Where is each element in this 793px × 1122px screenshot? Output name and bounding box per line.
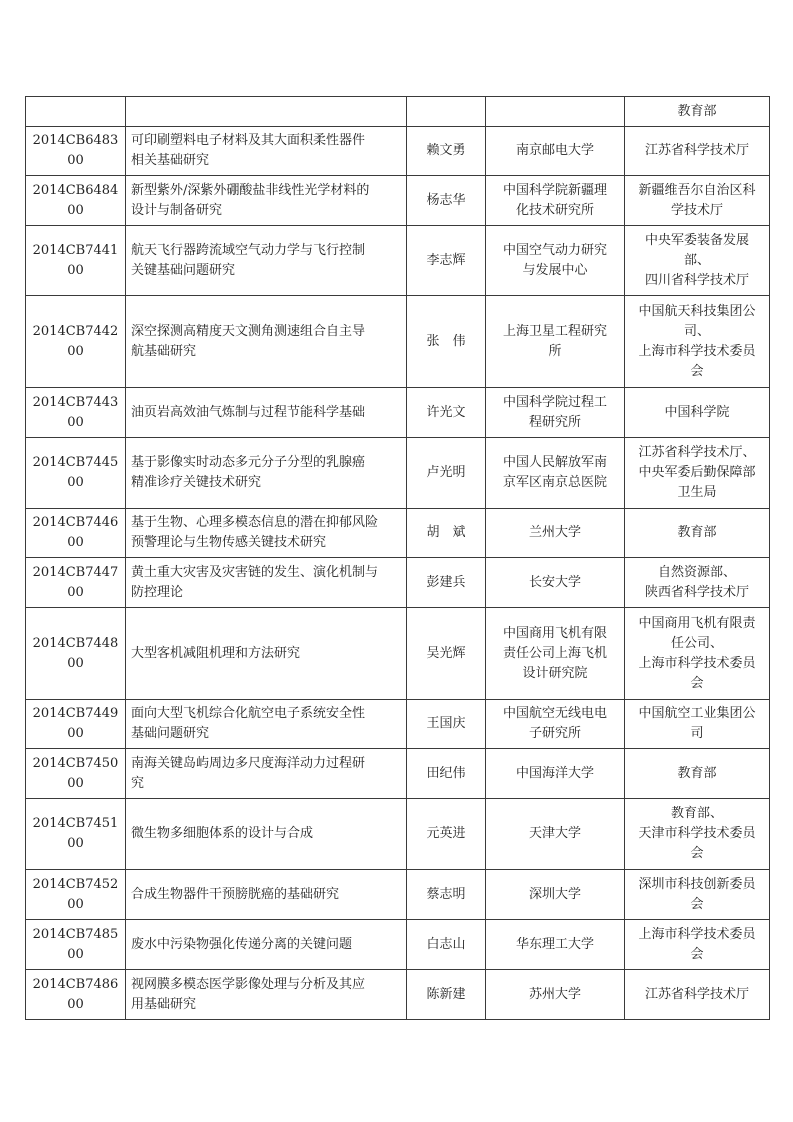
- supervising-department-cell: [625, 388, 770, 438]
- supervising-department-cell-line: 天津市科学技术委员: [638, 826, 756, 841]
- host-institution-cell-line: 中国海洋大学: [515, 765, 594, 781]
- project-title-cell-line: 预警理论与生物传感关键技术研究: [131, 535, 327, 550]
- supervising-department-cell-line: 会: [690, 946, 704, 962]
- host-institution-cell-line: 设计研究院: [522, 665, 588, 681]
- supervising-department-cell-line: 新疆维吾尔自治区科: [638, 182, 756, 198]
- project-title-cell: [126, 127, 407, 176]
- chief-scientist-cell: 元英进: [407, 799, 486, 870]
- project-title-cell: [126, 749, 407, 799]
- supervising-department-cell-line: 教育部: [677, 103, 717, 119]
- supervising-department-cell: [625, 749, 770, 799]
- supervising-department-cell-line: 上海市科学技术委员: [638, 926, 756, 942]
- host-institution-cell: [486, 388, 625, 438]
- supervising-department-cell: [625, 296, 770, 388]
- supervising-department-cell: [625, 127, 770, 176]
- supervising-department-cell-line: 会: [690, 363, 704, 379]
- host-institution-cell-line: 京军区南京总医院: [502, 475, 607, 490]
- host-institution-cell-line: 兰州大学: [528, 525, 581, 540]
- project-title-cell-line: 视网膜多模态医学影像处理与分析及其应: [131, 976, 366, 992]
- project-id-cell: 2014CB748500: [26, 920, 126, 970]
- host-institution-cell: [486, 438, 625, 509]
- chief-scientist-cell: 杨志华: [407, 176, 486, 226]
- project-title-cell-line: 设计与制备研究: [131, 202, 223, 218]
- table-row: [26, 127, 770, 176]
- host-institution-cell: [486, 749, 625, 799]
- project-id-cell: 2014CB744700: [26, 558, 126, 608]
- supervising-department-cell-line: 深圳市科技创新委员: [638, 876, 756, 892]
- supervising-department-cell-line: 江苏省科学技术厅: [644, 986, 749, 1002]
- project-title-cell-line: 可印刷塑料电子材料及其大面积柔性器件: [131, 133, 366, 148]
- supervising-department-cell: [625, 920, 770, 970]
- project-id-cell: 2014CB744500: [26, 438, 126, 509]
- supervising-department-cell-line: 学技术厅: [670, 202, 723, 218]
- project-title-cell-line: 基于影像实时动态多元分子分型的乳腺癌: [131, 455, 366, 470]
- chief-scientist-cell: 王国庆: [407, 700, 486, 749]
- project-id-cell: 2014CB744100: [26, 226, 126, 296]
- supervising-department-cell: [625, 226, 770, 296]
- supervising-department-cell-line: 中国商用飞机有限责: [638, 615, 756, 631]
- table-row: [26, 920, 770, 970]
- chief-scientist-cell: 蔡志明: [407, 870, 486, 920]
- project-title-cell-line: 深空探测高精度天文测角测速组合自主导: [131, 323, 366, 339]
- project-title-cell-line: 废水中污染物强化传递分离的关键问题: [131, 936, 353, 952]
- table-body: [26, 97, 770, 1020]
- supervising-department-cell-line: 自然资源部、: [657, 564, 736, 580]
- project-id-cell: 2014CB744800: [26, 608, 126, 700]
- project-id-cell: 2014CB744300: [26, 388, 126, 438]
- chief-scientist-cell: 吴光辉: [407, 608, 486, 700]
- host-institution-cell-line: 中国科学院过程工: [502, 394, 607, 410]
- project-title-cell: [126, 558, 407, 608]
- host-institution-cell: [486, 920, 625, 970]
- chief-scientist-cell: 白志山: [407, 920, 486, 970]
- table-row: [26, 438, 770, 509]
- supervising-department-cell: [625, 608, 770, 700]
- project-title-cell: [126, 509, 407, 558]
- project-title-cell: [126, 176, 407, 226]
- table-row: [26, 296, 770, 388]
- project-id-cell: 2014CB745100: [26, 799, 126, 870]
- host-institution-cell: [486, 176, 625, 226]
- host-institution-cell: [486, 608, 625, 700]
- host-institution-cell-line: 中国空气动力研究: [502, 242, 607, 258]
- project-title-cell-line: 关键基础问题研究: [131, 262, 236, 278]
- project-id-cell: [26, 97, 126, 127]
- supervising-department-cell: [625, 799, 770, 870]
- supervising-department-cell-line: 司: [690, 726, 704, 741]
- project-title-cell: [126, 920, 407, 970]
- project-title-cell-line: 航天飞行器跨流域空气动力学与飞行控制: [131, 242, 366, 258]
- table-row: [26, 226, 770, 296]
- project-id-cell: 2014CB744900: [26, 700, 126, 749]
- project-id-cell: 2014CB745200: [26, 870, 126, 920]
- project-id-cell: 2014CB744600: [26, 509, 126, 558]
- supervising-department-cell-line: 中国科学院: [664, 404, 730, 420]
- host-institution-cell-line: 中国人民解放军南: [502, 455, 607, 470]
- supervising-department-cell-line: 会: [690, 846, 704, 861]
- host-institution-cell: [486, 509, 625, 558]
- host-institution-cell-line: 与发展中心: [522, 262, 588, 278]
- document-page: [25, 96, 768, 1020]
- project-title-cell: [126, 970, 407, 1020]
- project-title-cell-line: 精准诊疗关键技术研究: [131, 475, 262, 490]
- host-institution-cell-line: 南京邮电大学: [515, 143, 594, 158]
- host-institution-cell-line: 长安大学: [528, 574, 581, 590]
- project-title-cell-line: 防控理论: [131, 584, 184, 600]
- project-title-cell: [126, 388, 407, 438]
- project-table: [25, 96, 770, 1020]
- project-title-cell-line: 黄土重大灾害及灾害链的发生、演化机制与: [131, 564, 379, 580]
- host-institution-cell-line: 化技术研究所: [515, 202, 594, 218]
- table-row: [26, 388, 770, 438]
- table-row: [26, 558, 770, 608]
- supervising-department-cell-line: 江苏省科学技术厅、: [638, 445, 756, 460]
- host-institution-cell-line: 深圳大学: [528, 886, 581, 902]
- table-row: [26, 608, 770, 700]
- chief-scientist-cell: 许光文: [407, 388, 486, 438]
- chief-scientist-cell: 李志辉: [407, 226, 486, 296]
- supervising-department-cell: [625, 700, 770, 749]
- table-row: [26, 749, 770, 799]
- project-title-cell-line: 基础问题研究: [131, 726, 210, 741]
- table-row: [26, 970, 770, 1020]
- project-title-cell-line: 航基础研究: [131, 343, 197, 359]
- supervising-department-cell-line: 教育部: [677, 525, 717, 540]
- project-id-cell: 2014CB648400: [26, 176, 126, 226]
- project-title-cell-line: 新型紫外/深紫外硼酸盐非线性光学材料的: [131, 182, 370, 198]
- supervising-department-cell-line: 会: [690, 675, 704, 691]
- supervising-department-cell-line: 江苏省科学技术厅: [644, 143, 749, 158]
- supervising-department-cell: [625, 176, 770, 226]
- supervising-department-cell: [625, 438, 770, 509]
- host-institution-cell-line: 苏州大学: [528, 986, 581, 1002]
- supervising-department-cell-line: 上海市科学技术委员: [638, 655, 756, 671]
- table-row: [26, 870, 770, 920]
- project-id-cell: 2014CB744200: [26, 296, 126, 388]
- chief-scientist-cell: 胡 斌: [407, 509, 486, 558]
- project-title-cell: [126, 296, 407, 388]
- host-institution-cell-line: 责任公司上海飞机: [502, 645, 607, 661]
- supervising-department-cell-line: 会: [690, 896, 704, 912]
- host-institution-cell: [486, 226, 625, 296]
- table-row: [26, 799, 770, 870]
- host-institution-cell: [486, 700, 625, 749]
- project-title-cell: [126, 97, 407, 127]
- host-institution-cell-line: 中国科学院新疆理: [502, 182, 607, 198]
- host-institution-cell-line: 中国航空无线电电: [502, 706, 607, 721]
- supervising-department-cell-line: 卫生局: [677, 485, 717, 500]
- chief-scientist-cell: 彭建兵: [407, 558, 486, 608]
- chief-scientist-cell: 田纪伟: [407, 749, 486, 799]
- supervising-department-cell-line: 部、: [683, 252, 710, 268]
- host-institution-cell: [486, 970, 625, 1020]
- supervising-department-cell-line: 中国航空工业集团公: [638, 706, 756, 721]
- supervising-department-cell-line: 四川省科学技术厅: [644, 272, 749, 288]
- supervising-department-cell: [625, 558, 770, 608]
- host-institution-cell-line: 上海卫星工程研究: [502, 323, 607, 339]
- supervising-department-cell-line: 中央军委后勤保障部: [638, 465, 756, 480]
- project-title-cell-line: 油页岩高效油气炼制与过程节能科学基础: [131, 404, 366, 420]
- chief-scientist-cell: 卢光明: [407, 438, 486, 509]
- project-title-cell-line: 相关基础研究: [131, 153, 210, 168]
- project-title-cell-line: 南海关键岛屿周边多尺度海洋动力过程研: [131, 755, 366, 771]
- host-institution-cell-line: 所: [548, 343, 562, 359]
- host-institution-cell: [486, 127, 625, 176]
- supervising-department-cell: [625, 97, 770, 127]
- supervising-department-cell: [625, 509, 770, 558]
- table-row: [26, 509, 770, 558]
- host-institution-cell-line: 程研究所: [528, 414, 581, 430]
- chief-scientist-cell: 陈新建: [407, 970, 486, 1020]
- host-institution-cell-line: 天津大学: [528, 826, 581, 841]
- host-institution-cell: [486, 799, 625, 870]
- chief-scientist-cell: 赖文勇: [407, 127, 486, 176]
- project-title-cell: [126, 870, 407, 920]
- host-institution-cell-line: 中国商用飞机有限: [502, 625, 607, 641]
- table-row: [26, 176, 770, 226]
- supervising-department-cell-line: 任公司、: [670, 635, 723, 651]
- project-title-cell-line: 大型客机减阻机理和方法研究: [131, 645, 301, 661]
- project-title-cell: [126, 438, 407, 509]
- project-title-cell-line: 微生物多细胞体系的设计与合成: [131, 826, 314, 841]
- host-institution-cell: [486, 870, 625, 920]
- supervising-department-cell-line: 司、: [683, 323, 710, 339]
- project-title-cell-line: 基于生物、心理多模态信息的潜在抑郁风险: [131, 515, 379, 530]
- project-title-cell-line: 合成生物器件干预膀胱癌的基础研究: [131, 886, 340, 902]
- supervising-department-cell: [625, 870, 770, 920]
- supervising-department-cell-line: 陕西省科学技术厅: [644, 584, 749, 600]
- supervising-department-cell-line: 中央军委装备发展: [644, 232, 749, 248]
- supervising-department-cell-line: 上海市科学技术委员: [638, 343, 756, 359]
- table-row: [26, 700, 770, 749]
- table-row: [26, 97, 770, 127]
- host-institution-cell: [486, 558, 625, 608]
- supervising-department-cell-line: 教育部、: [670, 806, 723, 821]
- chief-scientist-cell: [407, 97, 486, 127]
- host-institution-cell-line: 华东理工大学: [515, 936, 594, 952]
- project-title-cell: [126, 700, 407, 749]
- project-title-cell: [126, 226, 407, 296]
- project-title-cell-line: 究: [131, 775, 145, 791]
- project-id-cell: 2014CB648300: [26, 127, 126, 176]
- project-title-cell: [126, 608, 407, 700]
- host-institution-cell: [486, 97, 625, 127]
- project-id-cell: 2014CB745000: [26, 749, 126, 799]
- project-title-cell-line: 面向大型飞机综合化航空电子系统安全性: [131, 706, 366, 721]
- supervising-department-cell-line: 教育部: [677, 765, 717, 781]
- supervising-department-cell: [625, 970, 770, 1020]
- supervising-department-cell-line: 中国航天科技集团公: [638, 303, 756, 319]
- project-title-cell: [126, 799, 407, 870]
- chief-scientist-cell: 张 伟: [407, 296, 486, 388]
- project-id-cell: 2014CB748600: [26, 970, 126, 1020]
- project-title-cell-line: 用基础研究: [131, 996, 197, 1012]
- host-institution-cell: [486, 296, 625, 388]
- host-institution-cell-line: 子研究所: [528, 726, 581, 741]
